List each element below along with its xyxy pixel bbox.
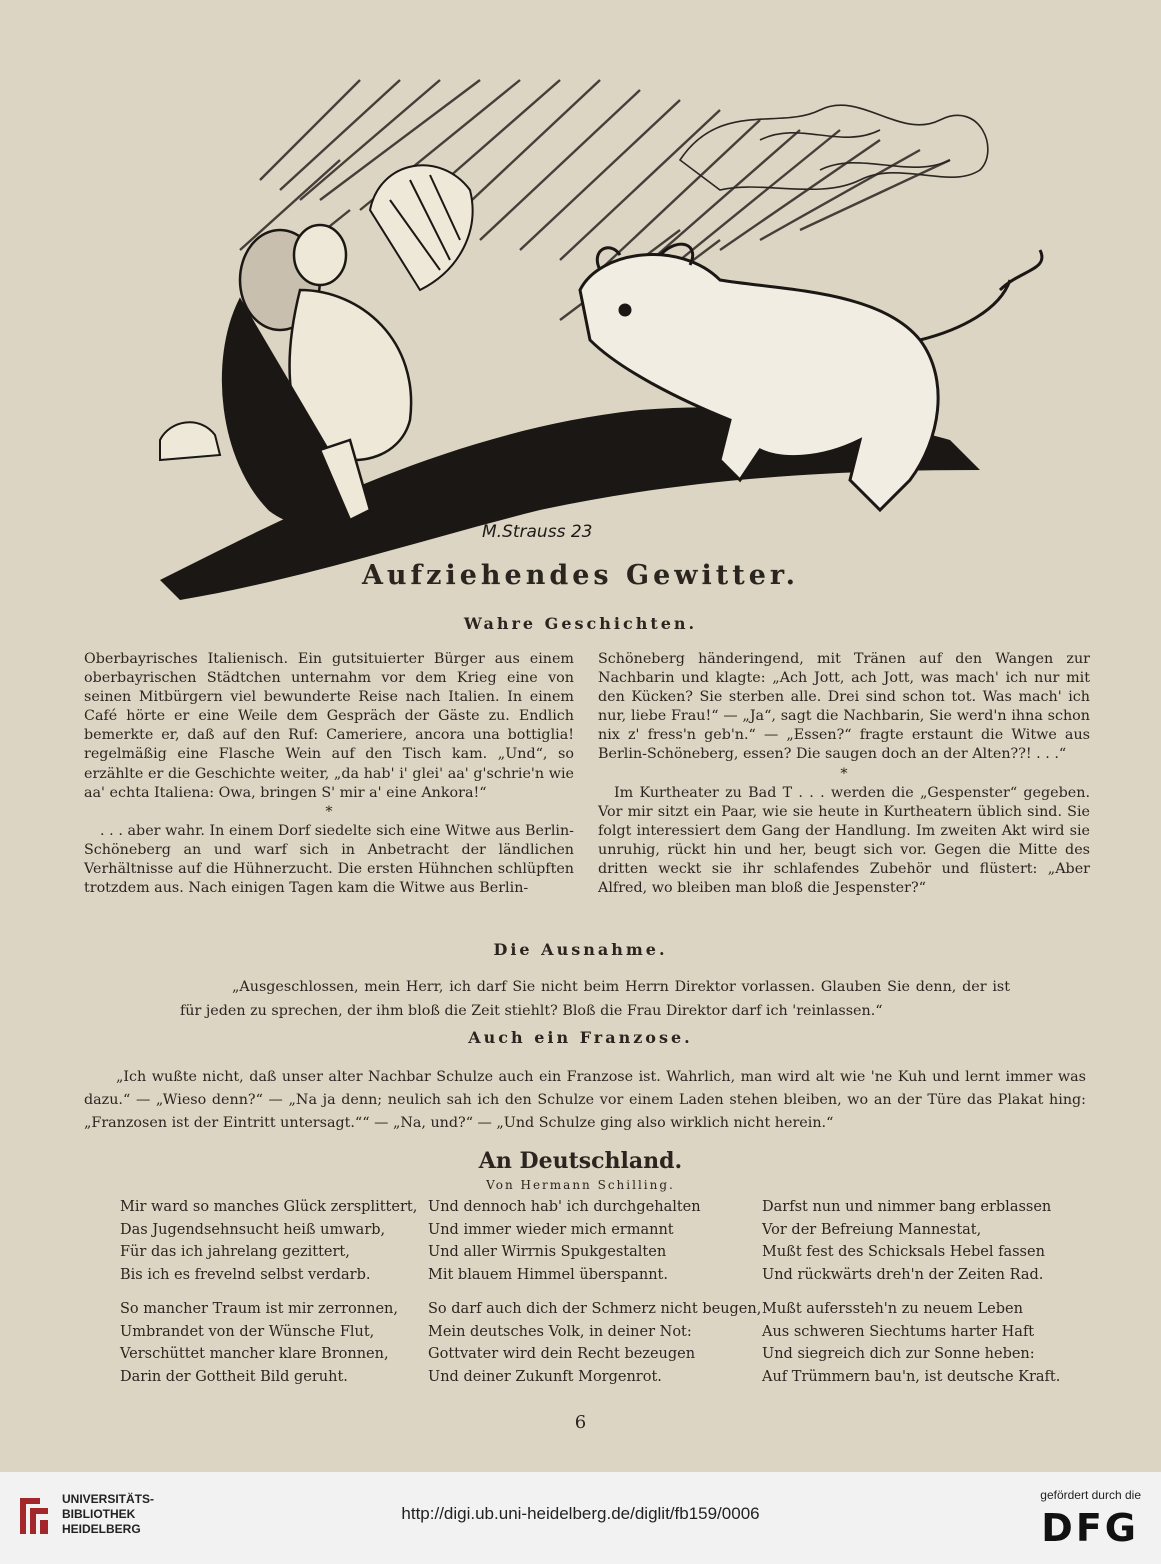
main-title: Aufziehendes Gewitter. [361,560,800,591]
illustration [120,40,1100,610]
poem-line: Und aller Wirrnis Spukgestalten [428,1244,667,1260]
poem-line: Für das ich jahrelang gezittert, [120,1244,350,1260]
poem-line: Auf Trümmern bau'n, ist deutsche Kraft. [762,1368,1061,1385]
separator-star: * [325,803,333,820]
poem-line: Mir ward so manches Glück zersplittert, [120,1199,418,1215]
poem-line: Mußt auferssteh'n zu neuem Leben [762,1301,1023,1317]
poem-line: Und deiner Zukunft Morgenrot. [428,1368,662,1385]
paragraph: . . . aber wahr. In einem Dorf siedelte sich eine Witwe aus Berlin-Schöneberg an und warf sich in Anbetracht der ländlichen Verhältnisse auf die Hühnerzucht. Die ersten Hühnchen schlüpften trotzdem aus. Nach einigen Tagen kam die Witwe aus Berlin- [84,822,574,897]
poem-line: Gottvater wird dein Recht bezeugen [428,1346,696,1362]
umbrella [370,165,473,290]
section-title-die-ausnahme: Die Ausnahme. [493,940,668,959]
poem-line: So mancher Traum ist mir zerronnen, [120,1301,398,1317]
paragraph: Oberbayrisches Italienisch. Ein gutsituierter Bürger aus einem oberbayrischen Städtchen unternahm vor dem Krieg eine von seinen Mitbürgern viel bewunderte Reise nach Italien. In einem Café hörte er eine Weile dem Gespräch der Gäste zu. Endlich bemerkte er, daß auf den Ruf: Cameriere, ancora una bottiglia! regelmäßig eine Flasche Wein auf den Tisch kam. „Und“, so erzählte er die Geschichte weiter, „da hab' i' glei' aa' g'schrie'n wie aa' echta Italiena: Owa, bringen S' mir a' eine Ankora!“ [84,651,574,801]
poem-line: Mit blauem Himmel überspannt. [428,1266,668,1283]
library-name: UNIVERSITÄTS- BIBLIOTHEK HEIDELBERG [62,1492,155,1536]
poem-line: Vor der Befreiung Mannestat, [762,1221,982,1238]
section-body-auch-ein-franzose: „Ich wußte nicht, daß unser alter Nachbar Schulze auch ein Franzose ist. Wahrlich, man wird alt wie 'ne Kuh und lernt immer was dazu.“ — „Wieso denn?“ — „Na ja denn; neulich sah ich den Schulze vor einem Laden stehen bleiben, wo an der Türe das Plakat hing: „Franzosen ist der Eintritt untersagt.““ — „Na, und?“ — „Und Schulze ging also wirklich nicht herein.“ [84,1069,1086,1132]
poem-line: Und siegreich dich zur Sonne heben: [762,1346,1035,1362]
paragraph: Schöneberg händeringend, mit Tränen auf den Wangen zur Nachbarin und klagte: „Ach Jott, ach Jott, was mach' ich nur mit den Kücken? Sie sterben alle. Drei sind schon tot. Was mach' ich nur, liebe Frau!“ — „Ja“, sagt die Nachbarin, Sie werd'n ihna schon nix z' fress'n geb'n.“ — „Essen?“ fragte erstaunt die Witwe aus Berlin-Schöneberg, essen? Die saugen doch an der Alten??! . . .“ [598,651,1090,763]
page-number: 6 [574,1412,587,1433]
poem-line: Aus schweren Siechtums harter Haft [762,1323,1035,1340]
dfg-logo: DFG [1041,1506,1139,1550]
section-body-die-ausnahme: „Ausgeschlossen, mein Herr, ich darf Sie nicht beim Herrn Direktor vorlassen. Glauben Sie denn, der ist für jeden zu sprechen, der ihm bloß die Zeit stiehlt? Bloß die Frau Direktor darf ich 'reinlassen.“ [180,979,1010,1020]
poem-line: Das Jugendsehnsucht heiß umwarb, [120,1221,386,1238]
funding-label: gefördert durch die [1040,1488,1141,1502]
poem-stanza [762,1298,1060,1388]
section-title-auch-ein-franzose: Auch ein Franzose. [468,1028,693,1047]
section-title-wahre-geschichten: Wahre Geschichten. [463,614,698,633]
poem-author: Von Hermann Schilling. [486,1178,675,1192]
permalink-url[interactable]: http://digi.ub.uni-heidelberg.de/diglit/fb159/0006 [401,1504,760,1523]
poem-line: So darf auch dich der Schmerz nicht beugen, [428,1301,762,1317]
poem-stanza [428,1196,701,1286]
poem-stanza [428,1298,761,1388]
hat [160,422,220,460]
poem-line: Darin der Gottheit Bild geruht. [120,1368,348,1385]
poem-title: An Deutschland. [478,1148,683,1174]
poem-line: Mußt fest des Schicksals Hebel fassen [762,1244,1045,1260]
poem-stanza [120,1298,398,1388]
separator-star: * [840,765,848,782]
poem-stanza [120,1196,417,1286]
poem-line: Verschüttet mancher klare Bronnen, [120,1346,389,1362]
poem-line: Bis ich es frevelnd selbst verdarb. [120,1266,371,1283]
poem-line: Und immer wieder mich ermannt [428,1221,674,1238]
poem-line: Darfst nun und nimmer bang erblassen [762,1199,1052,1215]
footer-bar [0,1472,1161,1564]
right-column [598,650,1090,898]
poem-line: Mein deutsches Volk, in deiner Not: [428,1323,692,1340]
illustration-signature: M.Strauss 23 [482,522,593,542]
paragraph: Im Kurtheater zu Bad T . . . werden die „Gespenster“ gegeben. Vor mir sitzt ein Paar, wie sie heute in Kurtheatern üblich sind. Sie folgt interessiert dem Gang der Handlung. Im zweiten Akt wird sie unruhig, rückt hin und her, beugt sich vor. Gegen die Mitte des dritten weckt sie ihr schlafendes Zubehör und flüstert: „Aber Alfred, wo bleiben man bloß die Jespenster?“ [598,784,1090,897]
poem-line: Und dennoch hab' ich durchgehalten [428,1199,701,1215]
left-column [84,650,574,898]
poem-line: Und rückwärts dreh'n der Zeiten Rad. [762,1266,1044,1283]
cloud-scribbles [680,105,988,190]
poem-stanza [762,1196,1051,1286]
poem-line: Umbrandet von der Wünsche Flut, [120,1323,375,1340]
